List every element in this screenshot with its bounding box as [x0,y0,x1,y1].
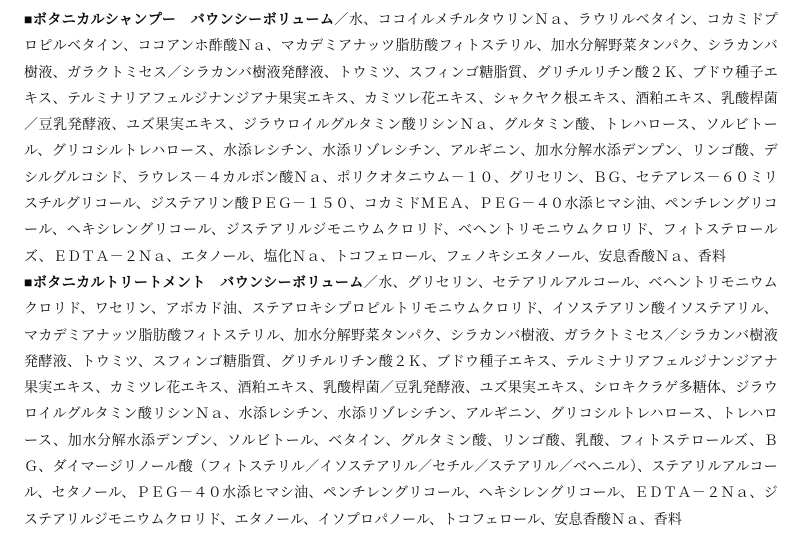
name-separator-slash: ／ [363,273,379,290]
product-name-shampoo: ■ボタニカルシャンプー バウンシーボリューム [24,11,335,27]
product-name-treatment: ■ボタニカルトリートメント バウンシーボリューム [24,273,364,290]
ingredients-treatment: 水、グリセリン、セテアリルアルコール、ベヘントリモニウムクロリド、ワセリン、アボカド油、ステアロキシプロピルトリモニウムクロリド、イソステアリン酸イソステアリル、マカデミアナッツ脂肪酸フィトステリル、加水分解野菜タンパク、シラカンバ樹液、ガラクトミセス／シラカンバ樹液発酵液、トウミツ、スフィンゴ糖脂質、グリチルリチン酸２Ｋ、ブドウ種子エキス、テルミナリアフェルジナンジアナ果実エキス、カミツレ花エキス、酒粕エキス、乳酸桿菌／豆乳発酵液、ユズ果実エキス、シロキクラゲ多糖体、ジラウロイルグルタミン酸リシンＮａ、水添レシチン、水添リゾレシチン、アルギニン、グリコシルトレハロース、トレハロース、加水分解水添デンプン、ソルビトール、ベタイン、グルタミン酸、リンゴ酸、乳酸、フィトステロールズ、ＢＧ、ダイマージリノール酸（フィトステリル／イソステアリル／セチル／ステアリル／ベヘニル）、ステアリルアルコール、セタノール、ＰＥＧ－４０水添ヒマシ油、ペンチレングリコール、ヘキシレングリコール、ＥＤＴＡ－２Ｎａ、ジステアリルジモニウムクロリド、エタノール、イソプロパノール、トコフェロール、安息香酸Ｎａ、香料 [24,273,778,527]
product-entry-shampoo [24,6,778,269]
ingredients-shampoo: 水、ココイルメチルタウリンＮａ、ラウリルベタイン、コカミドプロピルベタイン、ココアンホ酢酸Ｎａ、マカデミアナッツ脂肪酸フィトステリル、加水分解野菜タンパク、シラカンバ樹液、ガラクトミセス／シラカンバ樹液発酵液、トウミツ、スフィンゴ糖脂質、グリチルリチン酸２Ｋ、ブドウ種子エキス、テルミナリアフェルジナンジアナ果実エキス、カミツレ花エキス、シャクヤク根エキス、酒粕エキス、乳酸桿菌／豆乳発酵液、ユズ果実エキス、ジラウロイルグルタミン酸リシンＮａ、グルタミン酸、トレハロース、ソルビトール、グリコシルトレハロース、水添レシチン、水添リゾレシチン、アルギニン、加水分解水添デンプン、リンゴ酸、デシルグルコシド、ラウレス－４カルボン酸Ｎａ、ポリクオタニウム－１０、グリセリン、ＢＧ、セテアレス－６０ミリスチルグリコール、ジステアリン酸ＰＥＧ－１５０、コカミドＭＥＡ、ＰＥＧ－４０水添ヒマシ油、ペンチレングリコール、ヘキシレングリコール、ジステアリルジモニウムクロリド、ベヘントリモニウムクロリド、フィトステロールズ、ＥＤＴＡ－２Ｎａ、エタノール、塩化Ｎａ、トコフェロール、フェノキシエタノール、安息香酸Ｎａ、香料 [24,11,779,264]
name-separator-slash: ／ [334,11,349,27]
product-entry-treatment [24,269,778,532]
